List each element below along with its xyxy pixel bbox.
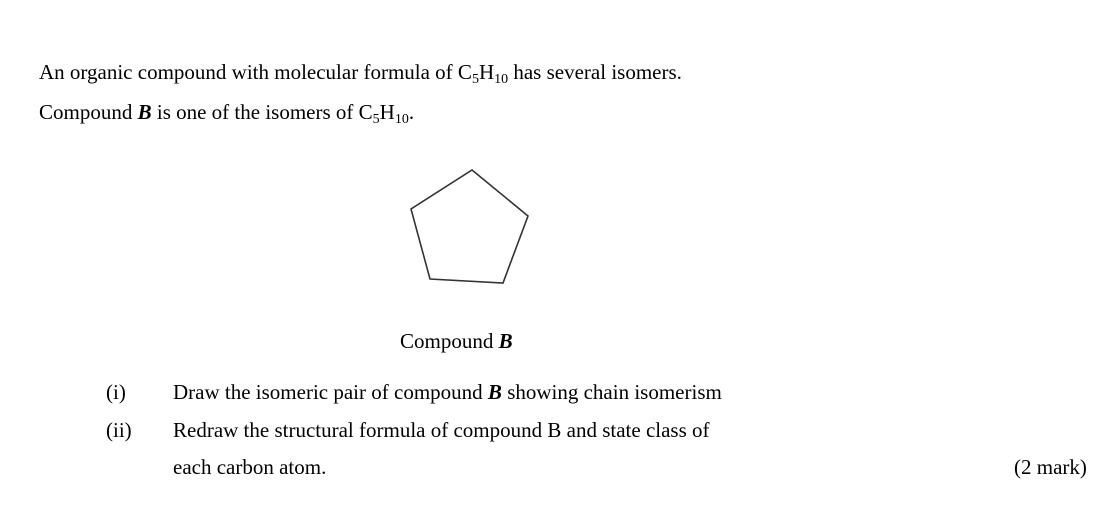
question-text: Draw the isomeric pair of compound B showing chain isomerism — [173, 380, 722, 404]
question-number: (i) — [106, 380, 126, 404]
figure-caption: Compound B — [400, 329, 513, 353]
question-number: (ii) — [106, 418, 132, 442]
question-text: Redraw the structural formula of compound B and state class of — [173, 418, 710, 442]
marks-label: (2 mark) — [1014, 455, 1087, 479]
intro-line-1: An organic compound with molecular formula of $C_5H_{10}$ has several isomers. — [39, 60, 682, 87]
question-text-cont: each carbon atom. — [173, 455, 327, 479]
intro-line-2: Compound B is one of the isomers of $C_5H_{10}$. — [39, 100, 415, 127]
